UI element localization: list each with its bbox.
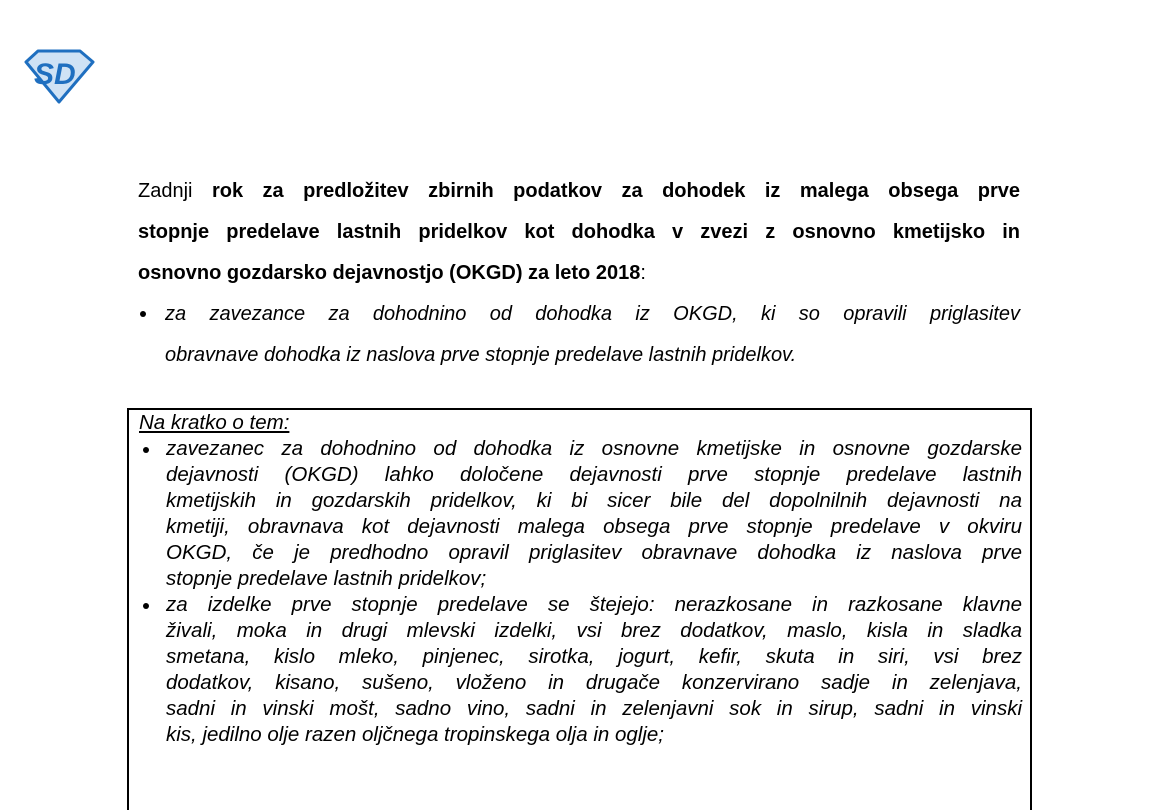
summary-box-title: Na kratko o tem: (139, 411, 290, 434)
summary-item-line: zavezanec za dohodnino od dohodka iz osnovne kmetijske in osnovne gozdarske (139, 436, 1022, 462)
summary-box (127, 408, 1032, 810)
summary-item-line: sadni in vinski mošt, sadno vino, sadni in zelenjavni sok in sirup, sadni in vinski (166, 697, 1022, 720)
intro-line: Zadnji rok za predložitev zbirnih podatkov za dohodek iz malega obsega prve (138, 180, 1020, 202)
company-logo (22, 48, 96, 104)
intro-paragraph (138, 176, 1020, 299)
summary-item-line: kis, jedilno olje razen oljčnega tropinskega olja in oglje; (166, 723, 664, 746)
summary-item-line: smetana, kislo mleko, pinjenec, sirotka, jogurt, kefir, skuta in siri, vsi brez (166, 645, 1022, 668)
intro-line: osnovno gozdarsko dejavnostjo (OKGD) za leto 2018: (138, 262, 646, 284)
bullet-icon (140, 311, 146, 317)
summary-item-line: živali, moka in drugi mlevski izdelki, vsi brez dodatkov, maslo, kisla in sladka (166, 619, 1022, 642)
summary-item-line: kmetijskih in gozdarskih pridelkov, ki bi sicer bile del dopolnilnih dejavnosti na (166, 489, 1022, 512)
summary-item-line: stopnje predelave lastnih pridelkov; (166, 567, 487, 590)
summary-item-line: OKGD, če je predhodno opravil priglasitev obravnave dohodka iz naslova prve (166, 541, 1022, 564)
summary-item-line: kmetiji, obravnava kot dejavnosti malega obsega prve stopnje predelave v okviru (166, 515, 1022, 538)
bullet-line: za zavezance za dohodnino od dohodka iz OKGD, ki so opravili priglasitev (138, 299, 1020, 340)
intro-line: stopnje predelave lastnih pridelkov kot dohodka v zvezi z osnovno kmetijsko in (138, 221, 1020, 243)
summary-item-line: za izdelke prve stopnje predelave se štejejo: nerazkosane in razkosane klavne (139, 592, 1022, 618)
svg-text:SD: SD (34, 58, 76, 91)
summary-item-line: dodatkov, kisano, sušeno, vloženo in drugače konzervirano sadje in zelenjava, (166, 671, 1022, 694)
bullet-icon (143, 447, 149, 453)
bullet-icon (143, 603, 149, 609)
bullet-list (138, 299, 1020, 381)
bullet-line: obravnave dohodka iz naslova prve stopnje predelave lastnih pridelkov. (165, 344, 797, 366)
summary-item-line: dejavnosti (OKGD) lahko določene dejavnosti prve stopnje predelave lastnih (166, 463, 1022, 486)
